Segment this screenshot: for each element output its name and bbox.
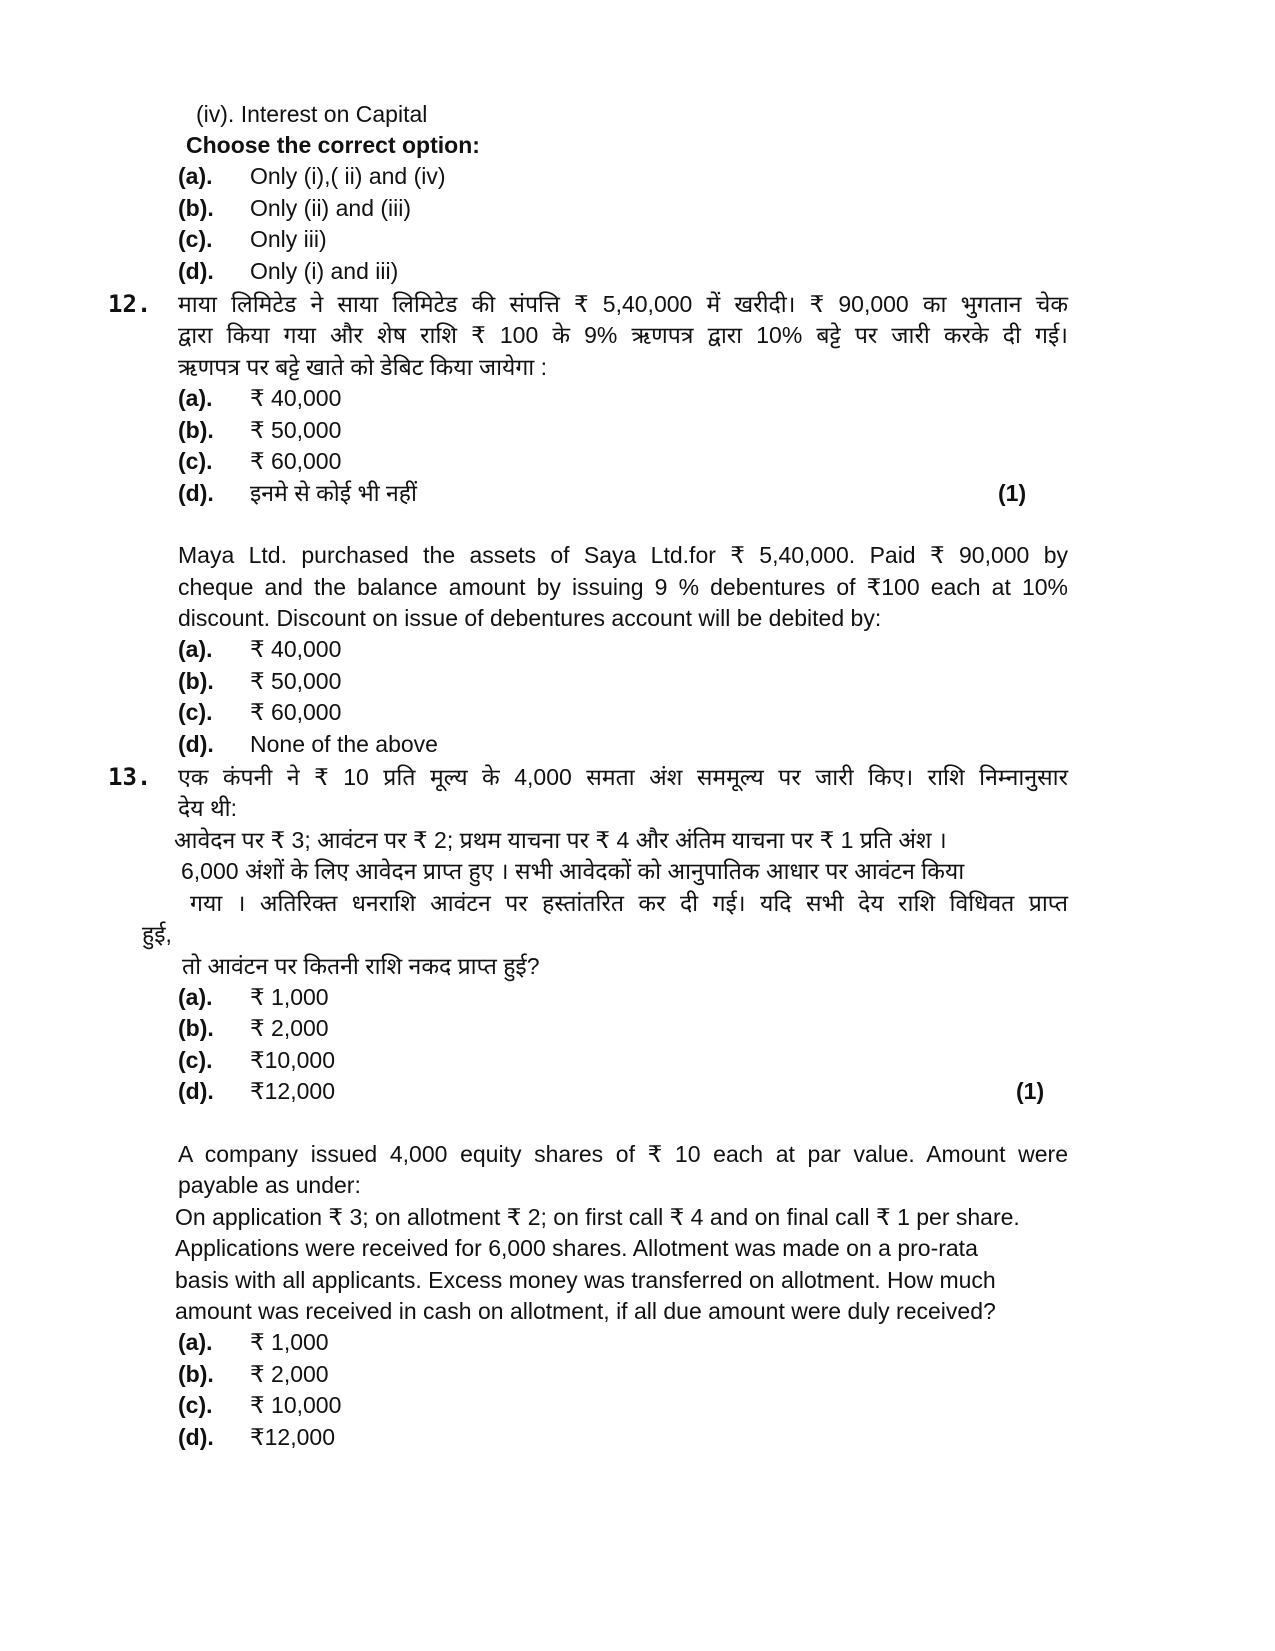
option-text: ₹12,000 <box>250 1078 335 1104</box>
q12-hindi-line-3: ऋणपत्र पर बट्टे खाते को डेबिट किया जायेगा : <box>178 354 548 380</box>
option-text: ₹ 40,000 <box>250 385 342 411</box>
option-text: इनमे से कोई भी नहीं <box>250 480 417 506</box>
q13-hindi-line-1: एक कंपनी ने ₹ 10 प्रति मूल्य के 4,000 समता अंश सममूल्य पर जारी किए। राशि निम्नानुसार <box>178 764 1068 790</box>
option-text: Only (ii) and (iii) <box>250 195 412 221</box>
option-label: (b). <box>178 668 214 694</box>
option-label: (a). <box>178 163 213 189</box>
q13-hindi-line-6: हुई, <box>142 921 172 947</box>
q11-item-iv: (iv). Interest on Capital <box>196 101 428 127</box>
option-text: Only iii) <box>250 226 327 252</box>
option-label: (a). <box>178 1329 213 1355</box>
q12-english-line-1: Maya Ltd. purchased the assets of Saya Ltd.for ₹ 5,40,000. Paid ₹ 90,000 by <box>178 542 1068 568</box>
option-label: (d). <box>178 258 214 284</box>
option-label: (b). <box>178 1015 214 1041</box>
option-label: (a). <box>178 984 213 1010</box>
q12-hindi-line-1: माया लिमिटेड ने साया लिमिटेड की संपत्ति ₹ 5,40,000 में खरीदी। ₹ 90,000 का भुगतान चेक <box>178 291 1068 317</box>
option-text: Only (i) and iii) <box>250 258 399 284</box>
option-text: ₹ 2,000 <box>250 1361 329 1387</box>
q13-hindi-line-4: 6,000 अंशों के लिए आवेदन प्राप्त हुए । सभी आवेदकों को आनुपातिक आधार पर आवंटन किया <box>181 858 965 884</box>
q13-hindi-line-7: तो आवंटन पर कितनी राशि नकद प्राप्त हुई? <box>182 953 540 979</box>
option-text: ₹10,000 <box>250 1047 335 1073</box>
q12-hindi-line-2: द्वारा किया गया और शेष राशि ₹ 100 के 9% ऋणपत्र द्वारा 10% बट्टे पर जारी करके दी गई। <box>178 322 1068 348</box>
q12-marks: (1) <box>998 480 1027 506</box>
q13-english-line-3: On application ₹ 3; on allotment ₹ 2; on first call ₹ 4 and on final call ₹ 1 per share. <box>175 1204 1020 1230</box>
option-label: (c). <box>178 1047 213 1073</box>
option-label: (d). <box>178 1424 214 1450</box>
option-text: ₹ 40,000 <box>250 636 342 662</box>
option-label: (a). <box>178 636 213 662</box>
option-text: ₹ 50,000 <box>250 417 342 443</box>
option-label: (d). <box>178 480 214 506</box>
option-text: ₹ 60,000 <box>250 699 342 725</box>
q13-english-line-4: Applications were received for 6,000 shares. Allotment was made on a pro-rata <box>175 1235 978 1261</box>
q13-english-line-2: payable as under: <box>178 1172 361 1198</box>
q11-prompt: Choose the correct option: <box>186 132 480 158</box>
option-text: Only (i),( ii) and (iv) <box>250 163 446 189</box>
q13-hindi-line-3: आवेदन पर ₹ 3; आवंटन पर ₹ 2; प्रथम याचना पर ₹ 4 और अंतिम याचना पर ₹ 1 प्रति अंश । <box>174 827 947 853</box>
option-label: (c). <box>178 448 213 474</box>
option-text: ₹ 60,000 <box>250 448 342 474</box>
q13-hindi-line-5: गया । अतिरिक्त धनराशि आवंटन पर हस्तांतरित कर दी गई। यदि सभी देय राशि विधिवत प्राप्त <box>190 890 1068 916</box>
option-label: (b). <box>178 195 214 221</box>
option-text: ₹ 50,000 <box>250 668 342 694</box>
option-text: ₹12,000 <box>250 1424 335 1450</box>
q13-english-line-5: basis with all applicants. Excess money was transferred on allotment. How much <box>175 1267 996 1293</box>
q13-english-line-6: amount was received in cash on allotment, if all due amount were duly received? <box>175 1298 996 1324</box>
option-label: (c). <box>178 699 213 725</box>
option-text: ₹ 1,000 <box>250 1329 329 1355</box>
option-label: (d). <box>178 1078 214 1104</box>
option-label: (c). <box>178 1392 213 1418</box>
option-text: ₹ 10,000 <box>250 1392 342 1418</box>
q12-english-line-3: discount. Discount on issue of debentures account will be debited by: <box>178 605 882 631</box>
question-number-12: 12. <box>108 290 152 318</box>
option-label: (d). <box>178 731 214 757</box>
option-label: (a). <box>178 385 213 411</box>
option-text: ₹ 2,000 <box>250 1015 329 1041</box>
q13-english-line-1: A company issued 4,000 equity shares of ₹ 10 each at par value. Amount were <box>178 1141 1068 1167</box>
q13-marks: (1) <box>1016 1078 1045 1104</box>
q13-hindi-line-2: देय थी: <box>178 795 237 821</box>
option-label: (b). <box>178 417 214 443</box>
option-text: ₹ 1,000 <box>250 984 329 1010</box>
option-label: (b). <box>178 1361 214 1387</box>
option-text: None of the above <box>250 731 438 757</box>
option-label: (c). <box>178 226 213 252</box>
q12-english-line-2: cheque and the balance amount by issuing 9 % debentures of ₹100 each at 10% <box>178 574 1068 600</box>
question-number-13: 13. <box>108 763 152 791</box>
